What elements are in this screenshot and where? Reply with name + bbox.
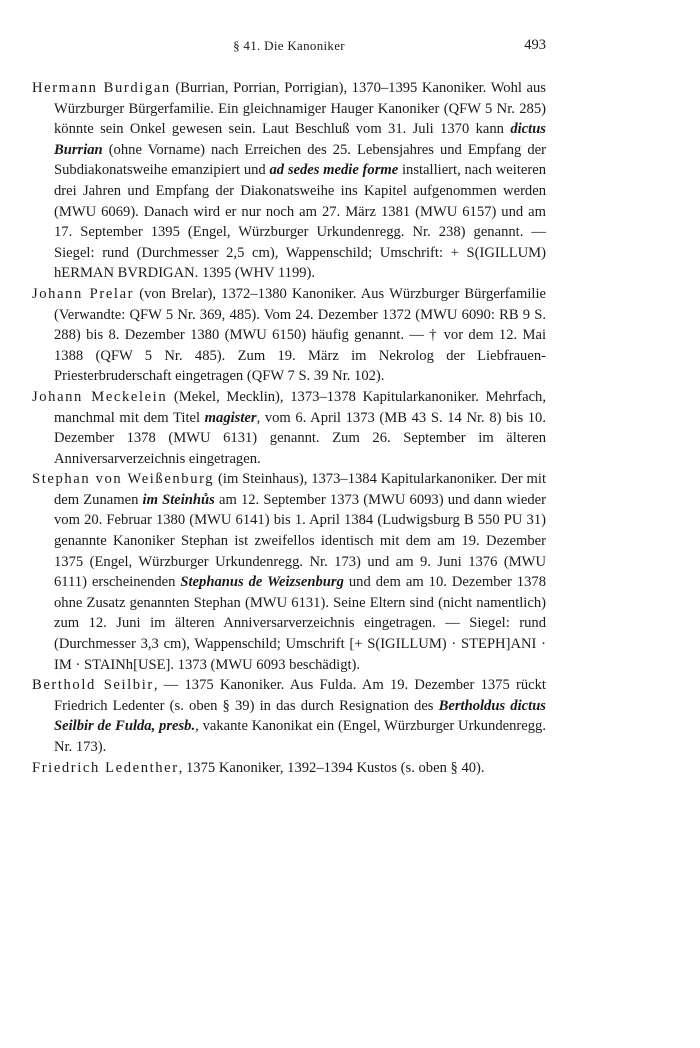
entry-berthold-seilbir: [32, 675, 546, 757]
entry-text: installiert, nach weiteren drei Jahren und Empfang der Diakonatsweihe ins Kapitel aufgenommen werden (MWU 6069). Danach wird er nur noch am 27. März 1381 (MWU 6157) und am 17. September 1395 (Engel, Würzburger Urkundenregg. Nr. 238) genannt. — Siegel: rund (Durchmesser 2,5 cm), Wappenschild; Umschrift: + S(IGILLUM) hERMAN BVRDIGAN. 1395 (WHV 1199).: [54, 162, 547, 282]
entry-text: (Mekel, Mecklin), 1373–1378 Kapitularkanoniker. Mehrfach, manchmal mit dem Titel: [54, 388, 546, 426]
entry-text: , 1375 Kanoniker, 1392–1394 Kustos (s. oben § 40).: [178, 759, 485, 776]
entry-text: (Burrian, Porrian, Porrigian), 1370–1395 Kanoniker. Wohl aus Würzburger Bürgerfamilie. Ein gleichnamiger Hauger Kanoniker (QFW 5 Nr. 285) könnte sein Onkel gewesen sein. Laut Beschluß vom 31. Juli 1370 kann: [54, 80, 546, 138]
entry-text: (im Steinhaus), 1373–1384 Kapitularkanoniker. Der mit dem Zunamen: [54, 471, 547, 508]
entry-name: Johann Meckelein: [32, 388, 168, 405]
entry-name: Hermann Burdigan: [32, 80, 171, 96]
entry-stephan-von-weissenburg: [32, 469, 546, 675]
running-head: [32, 38, 546, 58]
entry-johann-prelar: [32, 284, 546, 387]
entry-friedrich-ledenther: [32, 758, 546, 779]
entry-name: Berthold Seilbir: [32, 677, 154, 694]
page-number: 493: [524, 37, 546, 53]
entry-text: (von Brelar), 1372–1380 Kanoniker. Aus Würzburger Bürgerfamilie (Verwandte: QFW 5 Nr. 369, 485). Vom 24. Dezember 1372 (MWU 6090: RB 9 S. 288) bis 8. Dezember 1380 (MWU 6150) häufig genannt. — † vor dem 12. Mai 1388 (QFW 5 Nr. 485). Zum 19. März im Nekrolog der Liebfrauen-Priesterbruderschaft eingetragen (QFW 7 S. 39 Nr. 102).: [54, 285, 547, 385]
entry-name: Friedrich Ledenther: [32, 759, 179, 776]
entry-italic-text: magister: [204, 409, 257, 426]
entry-italic-text: im Steinhůs: [142, 491, 215, 508]
entry-text: am 12. September 1373 (MWU 6093) und dann wieder vom 20. Februar 1380 (MWU 6141) bis 1. April 1384 (Ludwigsburg B 550 PU 31) genannte Kanoniker Stephan ist zweifellos identisch mit dem am 19. Dezember 1375 (Engel, Würzburger Urkundenregg. Nr. 173) und am 9. Juni 1376 (MWU 6111) erscheinenden: [54, 491, 546, 591]
entry-text: , — 1375 Kanoniker. Aus Fulda. Am 19. Dezember 1375 rückt Friedrich Ledenter (s. oben § 39) in das durch Resignation des: [54, 677, 546, 714]
entry-johann-meckelein: [32, 387, 546, 469]
entry-name: Stephan von Weißenburg: [32, 471, 215, 488]
running-head-title: § 41. Die Kanoniker: [233, 38, 345, 53]
entry-text: , vakante Kanonikat ein (Engel, Würzburger Urkundenregg. Nr. 173).: [54, 718, 546, 755]
entry-italic-text: Bertholdus dictus Seilbir de Fulda, presb.: [54, 697, 546, 735]
entry-italic-text: dictus Burrian: [54, 121, 546, 158]
entry-italic-text: ad sedes medie forme: [269, 162, 399, 179]
entry-name: Johann Prelar: [32, 285, 135, 302]
entry-list: [32, 78, 546, 778]
entry-text: und dem am 10. Dezember 1378 ohne Zusatz genannten Stephan (MWU 6131). Seine Eltern sind (nicht namentlich) zum 12. Juni im älteren Anniversarverzeichnis eingetragen. — Siegel: rund (Durchmesser 3,3 cm), Wappenschild; Umschrift [+ S(IGILLUM) · STEPH]ANI · IM · STAINh[USE]. 1373 (MWU 6093 beschädigt).: [54, 574, 546, 673]
entry-text: (ohne Vorname) nach Erreichen des 25. Lebensjahres und Empfang der Subdiakonatsweihe emanzipiert und: [54, 141, 546, 179]
entry-text: , vom 6. April 1373 (MB 43 S. 14 Nr. 8) bis 10. Dezember 1378 (MWU 6131) genannt. Zum 26. September im älteren Anniversarverzeichnis eingetragen.: [54, 409, 547, 467]
entry-hermann-burdigan: [32, 78, 546, 284]
entry-italic-text: Stephanus de Weizsenburg: [180, 574, 344, 591]
